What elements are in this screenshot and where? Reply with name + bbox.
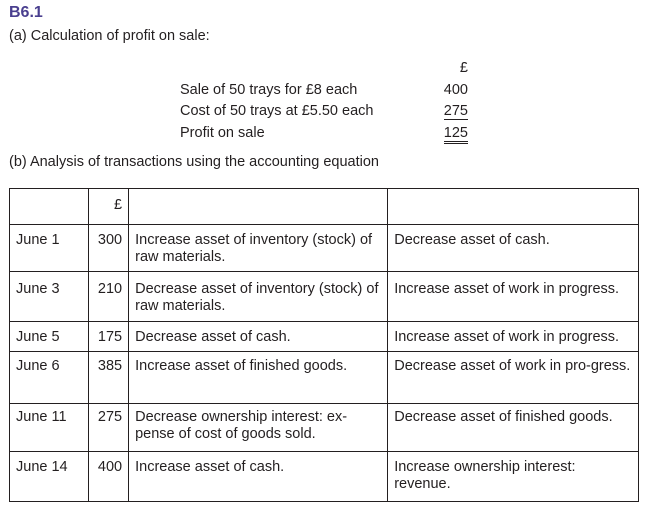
transactions-table bbox=[9, 188, 639, 502]
calc-label: Sale of 50 trays for £8 each bbox=[180, 82, 358, 98]
row-date: June 14 bbox=[10, 452, 89, 502]
row-effect2: Decrease asset of finished goods. bbox=[388, 404, 639, 452]
row-amount: 400 bbox=[89, 452, 129, 502]
table-row bbox=[10, 322, 639, 352]
table-row bbox=[10, 404, 639, 452]
row-effect2: Increase ownership interest: revenue. bbox=[388, 452, 639, 502]
header-effect2-cell bbox=[388, 189, 639, 225]
header-currency-cell: £ bbox=[89, 189, 129, 225]
row-date: June 1 bbox=[10, 225, 89, 272]
table-row bbox=[10, 272, 639, 322]
row-effect1: Increase asset of inventory (stock) of raw materials. bbox=[129, 225, 388, 272]
row-date: June 5 bbox=[10, 322, 89, 352]
calc-amount bbox=[436, 103, 468, 119]
row-effect2: Decrease asset of cash. bbox=[388, 225, 639, 272]
row-amount: 275 bbox=[89, 404, 129, 452]
part-a-heading: (a) Calculation of profit on sale: bbox=[9, 28, 210, 44]
row-amount: 175 bbox=[89, 322, 129, 352]
calc-amount: 400 bbox=[443, 82, 468, 98]
underlined-amount: 275 bbox=[443, 103, 468, 119]
row-amount: 385 bbox=[89, 352, 129, 404]
row-amount: 300 bbox=[89, 225, 129, 272]
part-b-heading: (b) Analysis of transactions using the accounting equation bbox=[9, 154, 379, 170]
row-date: June 11 bbox=[10, 404, 89, 452]
row-date: June 6 bbox=[10, 352, 89, 404]
row-effect2: Decrease asset of work in pro-gress. bbox=[388, 352, 639, 404]
table-row bbox=[10, 352, 639, 404]
row-effect1: Decrease asset of inventory (stock) of raw materials. bbox=[129, 272, 388, 322]
row-date: June 3 bbox=[10, 272, 89, 322]
row-effect2: Increase asset of work in progress. bbox=[388, 272, 639, 322]
row-effect2: Increase asset of work in progress. bbox=[388, 322, 639, 352]
double-underlined-amount: 125 bbox=[444, 125, 468, 144]
exercise-title: B6.1 bbox=[9, 4, 43, 21]
header-date-cell bbox=[10, 189, 89, 225]
row-effect1: Increase asset of cash. bbox=[129, 452, 388, 502]
table-header-row bbox=[10, 189, 639, 225]
row-effect1: Decrease ownership interest: ex-pense of cost of goods sold. bbox=[129, 404, 388, 452]
calc-amount bbox=[436, 125, 468, 141]
table-row bbox=[10, 452, 639, 502]
row-effect1: Increase asset of finished goods. bbox=[129, 352, 388, 404]
currency-symbol: £ bbox=[459, 60, 468, 76]
table-row bbox=[10, 225, 639, 272]
row-amount: 210 bbox=[89, 272, 129, 322]
calc-label: Cost of 50 trays at £5.50 each bbox=[180, 103, 374, 119]
calc-label: Profit on sale bbox=[180, 125, 265, 141]
row-effect1: Decrease asset of cash. bbox=[129, 322, 388, 352]
header-effect1-cell bbox=[129, 189, 388, 225]
